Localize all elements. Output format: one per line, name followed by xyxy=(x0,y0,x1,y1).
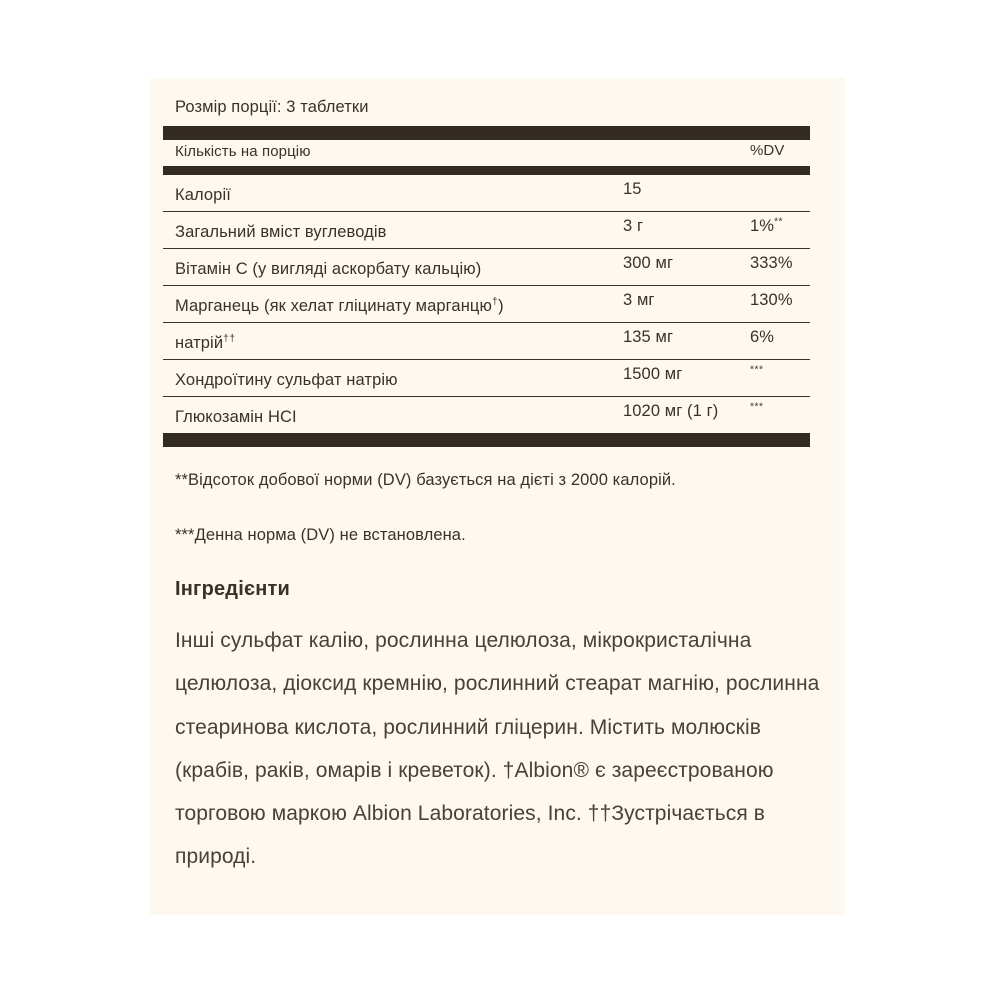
table-header-underbar xyxy=(163,166,810,175)
nutrient-percent-dv: *** xyxy=(750,364,764,376)
nutrient-name: Загальний вміст вуглеводів xyxy=(175,223,387,242)
table-row xyxy=(163,286,810,323)
nutrient-percent-dv: 130% xyxy=(750,291,793,309)
table-header-row xyxy=(163,140,810,166)
table-top-bar xyxy=(163,126,810,140)
percent-dv-label: %DV xyxy=(750,142,785,160)
table-row xyxy=(163,212,810,249)
nutrient-name: Хондроїтину сульфат натрію xyxy=(175,371,398,390)
ingredients-heading: Інгредієнти xyxy=(175,578,290,601)
nutrient-amount: 3 г xyxy=(623,217,644,235)
table-row xyxy=(163,323,810,360)
nutrient-name: Вітамін С (у вигляді аскорбату кальцію) xyxy=(175,260,482,279)
footnotes-container xyxy=(163,447,765,548)
footnote-dv-not-established: ***Денна норма (DV) не встановлена. xyxy=(175,525,466,544)
nutrient-name: Глюкозамін HCI xyxy=(175,408,297,427)
table-bottom-bar xyxy=(163,433,810,447)
table-row xyxy=(163,397,810,433)
supplement-facts-panel xyxy=(150,78,845,915)
amount-per-serving-label: Кількість на порцію xyxy=(175,143,311,161)
nutrient-amount: 3 мг xyxy=(623,291,655,309)
nutrient-amount: 15 xyxy=(623,180,642,198)
footnote-daily-value-basis: **Відсоток добової норми (DV) базується на дієті з 2000 калорій. xyxy=(175,471,676,489)
serving-size-text: Розмір порції: 3 таблетки xyxy=(175,98,369,116)
table-row xyxy=(163,360,810,397)
nutrient-amount: 135 мг xyxy=(623,328,674,346)
ingredients-section xyxy=(163,548,830,877)
nutrient-amount: 300 мг xyxy=(623,254,674,272)
nutrient-name: натрій†† xyxy=(175,333,236,353)
panel-inner xyxy=(163,78,820,878)
table-row xyxy=(163,249,810,286)
nutrient-percent-dv: 1%** xyxy=(750,216,784,235)
nutrient-amount: 1500 мг xyxy=(623,365,683,383)
nutrient-percent-dv: 6% xyxy=(750,328,775,346)
ingredients-body-text: Інші сульфат калію, рослинна целюлоза, мікрокристалічна целюлоза, діоксид кремнію, рослинний стеарат магнію, рослинна стеаринова кислота, рослинний гліцерин. Містить молюсків (крабів, раків, омарів і креветок). †Albion® є зареєстрованою торговою маркою Albion Laboratories, Inc. ††Зустрічається в природі. xyxy=(175,629,820,868)
table-row xyxy=(163,175,810,212)
facts-rows-container xyxy=(163,175,810,433)
nutrient-name: Калорії xyxy=(175,186,231,205)
nutrient-name: Марганець (як хелат гліцинату марганцю†) xyxy=(175,296,504,316)
nutrient-amount: 1020 мг (1 г) xyxy=(623,402,719,420)
nutrient-percent-dv: 333% xyxy=(750,254,793,272)
nutrient-percent-dv: *** xyxy=(750,401,764,413)
